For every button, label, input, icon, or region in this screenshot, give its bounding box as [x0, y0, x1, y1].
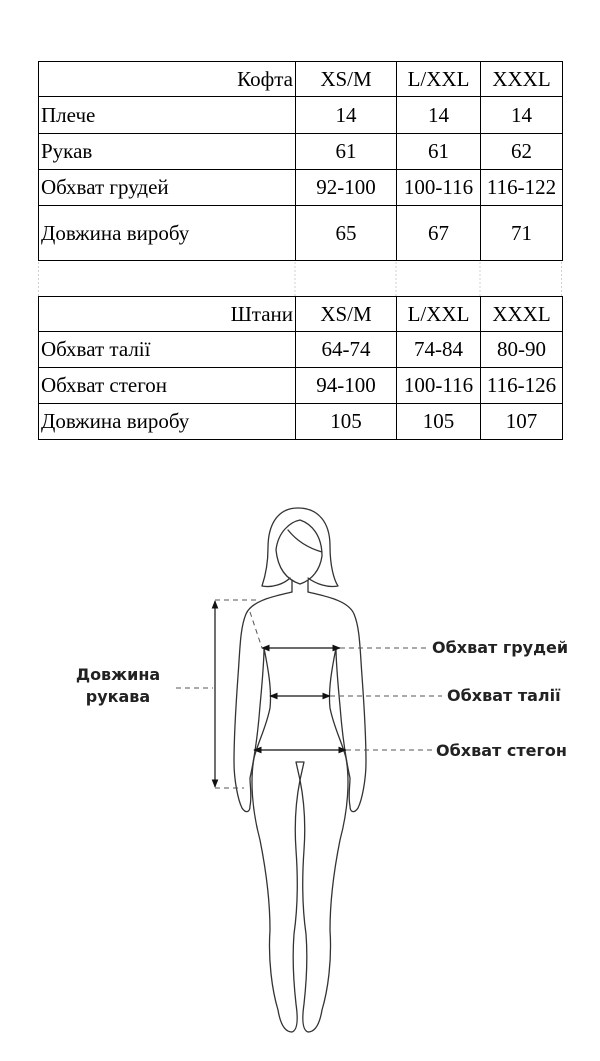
size-header-xxxl: XXXL	[481, 62, 563, 97]
cell-value: 92-100	[296, 170, 397, 206]
cell-value: 61	[296, 134, 397, 170]
cell-value: 80-90	[481, 332, 563, 368]
row-label: Довжина виробу	[39, 404, 296, 440]
cell-value: 71	[481, 206, 563, 261]
cell-value: 107	[481, 404, 563, 440]
cell-value: 100-116	[397, 170, 481, 206]
row-label: Обхват талії	[39, 332, 296, 368]
cell-value: 14	[481, 97, 563, 134]
row-label: Обхват стегон	[39, 368, 296, 404]
row-label: Довжина виробу	[39, 206, 296, 261]
cell-value: 14	[397, 97, 481, 134]
table-title-pants: Штани	[39, 297, 296, 332]
cell-value: 61	[397, 134, 481, 170]
cell-value: 116-122	[481, 170, 563, 206]
size-header-xs-m: XS/M	[296, 297, 397, 332]
waist-label: Обхват талії	[447, 686, 561, 705]
cell-value: 62	[481, 134, 563, 170]
hips-label: Обхват стегон	[436, 741, 567, 760]
size-header-l-xxl: L/XXL	[397, 297, 481, 332]
size-header-xxxl: XXXL	[481, 297, 563, 332]
cell-value: 74-84	[397, 332, 481, 368]
table-title-jacket: Кофта	[39, 62, 296, 97]
size-header-l-xxl: L/XXL	[397, 62, 481, 97]
cell-value: 14	[296, 97, 397, 134]
cell-value: 65	[296, 206, 397, 261]
cell-value: 105	[296, 404, 397, 440]
cell-value: 94-100	[296, 368, 397, 404]
cell-value: 64-74	[296, 332, 397, 368]
cell-value: 116-126	[481, 368, 563, 404]
size-header-xs-m: XS/M	[296, 62, 397, 97]
cell-value: 100-116	[397, 368, 481, 404]
chest-label: Обхват грудей	[432, 638, 569, 657]
sleeve-length-label: Довжина рукава	[75, 665, 161, 706]
row-label: Рукав	[39, 134, 296, 170]
cell-value: 105	[397, 404, 481, 440]
row-label: Плече	[39, 97, 296, 134]
row-label: Обхват грудей	[39, 170, 296, 206]
cell-value: 67	[397, 206, 481, 261]
